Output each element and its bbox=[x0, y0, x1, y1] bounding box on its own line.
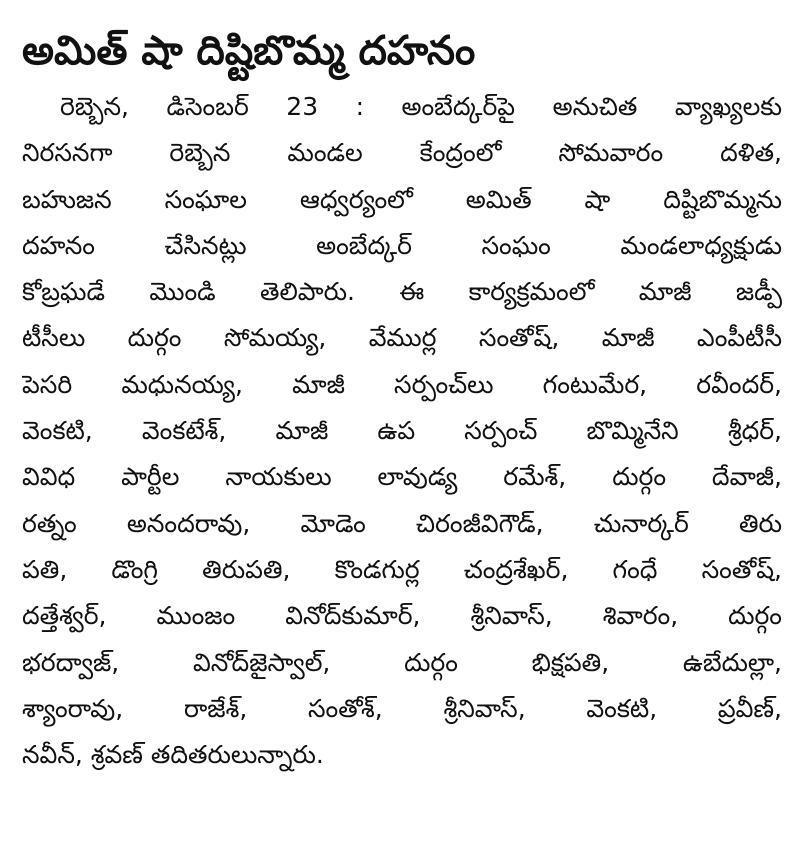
article-line: నిరసనగా రెబ్బెన మండల కేంద్రంలో సోమవారం దళిత, bbox=[22, 138, 782, 168]
article-line: టీసీలు దుర్గం సోమయ్య, వేముర్ల సంతోష్, మాజీ ఎంపీటీసీ bbox=[22, 323, 782, 353]
article-line: భరద్వాజ్, వినోద్‌జైస్వాల్, దుర్గం భిక్షపతి, ఉబేదుల్లా, bbox=[22, 647, 782, 677]
article-body bbox=[22, 84, 784, 778]
article-line: శ్యాంరావు, రాజేశ్, సంతోశ్, శ్రీనివాస్, వెంకటి, ప్రవీణ్, bbox=[22, 693, 782, 723]
article-line: రత్నం అనందరావు, మోడెం చిరంజీవిగౌడ్, చునార్కర్ తిరు bbox=[22, 508, 782, 538]
article-line: పెసరి మధునయ్య, మాజీ సర్పంచ్‌లు గంటుమేర, రవీందర్, bbox=[22, 369, 782, 399]
article-line: రెబ్బెన, డిసెంబర్ 23 : అంబేద్కర్‌పై అనుచిత వ్యాఖ్యలకు bbox=[60, 92, 782, 121]
article-line: బహుజన సంఘాల ఆధ్వర్యంలో అమిత్ షా దిష్టిబొమ్మను bbox=[22, 184, 782, 214]
article-line: నవీన్, శ్రవణ్ తదితరులున్నారు. bbox=[22, 740, 324, 770]
article-line: వెంకటి, వెంకటేశ్, మాజీ ఉప సర్పంచ్ బొమ్మినేని శ్రీధర్, bbox=[22, 416, 782, 446]
article-line: పతి, డొంగ్రి తిరుపతి, కొండగుర్ల చంద్రశేఖర్, గంధే సంతోష్, bbox=[22, 554, 782, 584]
article-line: దహనం చేసినట్లు అంబేద్కర్ సంఘం మండలాధ్యక్షుడు bbox=[22, 230, 782, 260]
article-line: దత్తేశ్వర్, ముంజం వినోద్‌కుమార్, శ్రీనివాస్, శివారం, దుర్గం bbox=[22, 601, 782, 631]
article-line: వివిధ పార్టీల నాయకులు లావుడ్య రమేశ్, దుర్గం దేవాజీ, bbox=[22, 462, 782, 492]
headline: అమిత్ షా దిష్టిబొమ్మ దహనం bbox=[22, 28, 476, 74]
article-line: కోబ్రఘడే మొండి తెలిపారు. ఈ కార్యక్రమంలో మాజీ జడ్పీ bbox=[22, 277, 782, 307]
